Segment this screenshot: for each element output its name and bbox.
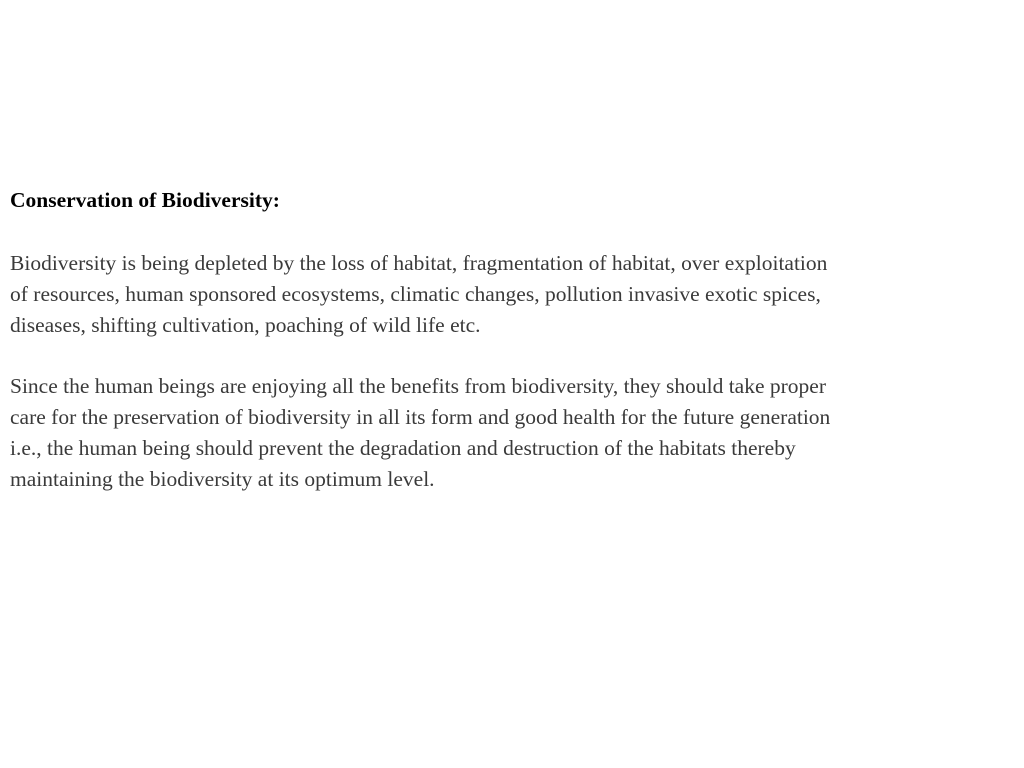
paragraph-line: of resources, human sponsored ecosystems, climatic changes, pollution invasive exotic spices, bbox=[10, 282, 821, 306]
paragraph-line: i.e., the human being should prevent the degradation and destruction of the habitats thereby bbox=[10, 436, 796, 460]
paragraph-line: care for the preservation of biodiversity in all its form and good health for the future generation bbox=[10, 405, 831, 429]
section-heading: Conservation of Biodiversity: bbox=[10, 188, 280, 212]
paragraph-line: maintaining the biodiversity at its optimum level. bbox=[10, 467, 435, 491]
paragraph-line: Since the human beings are enjoying all the benefits from biodiversity, they should take proper bbox=[10, 374, 826, 398]
paragraph-line: Biodiversity is being depleted by the loss of habitat, fragmentation of habitat, over exploitation bbox=[10, 251, 828, 275]
paragraph-line: diseases, shifting cultivation, poaching of wild life etc. bbox=[10, 313, 481, 337]
